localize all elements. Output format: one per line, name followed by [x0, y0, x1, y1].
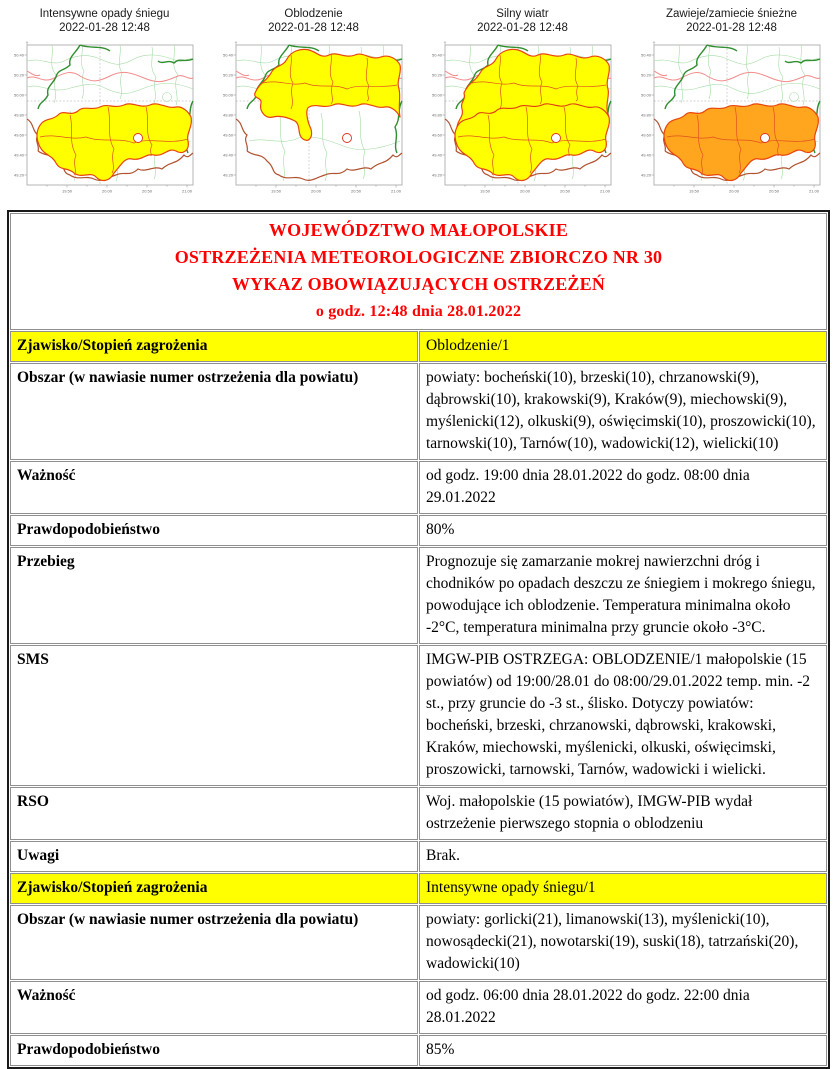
table-row	[10, 841, 827, 872]
row-value: Oblodzenie/1	[419, 331, 827, 362]
table-row	[10, 645, 827, 786]
x-axis-tick-label: 21.00	[808, 188, 820, 194]
x-axis-tick-label: 20.50	[768, 188, 780, 194]
map-timestamp: 2022-01-28 12:48	[477, 22, 568, 34]
y-axis-tick-label: 50.40	[222, 52, 233, 58]
row-value: od godz. 06:00 dnia 28.01.2022 do godz. 22:00 dnia 28.01.2022	[419, 981, 827, 1034]
row-label: Obszar (w nawiasie numer ostrzeżenia dla powiatu)	[10, 363, 418, 460]
region-map	[430, 40, 615, 202]
row-label: Ważność	[10, 981, 418, 1034]
region-map	[639, 40, 824, 202]
y-axis-tick-label: 50.00	[222, 92, 233, 98]
x-axis-tick-label: 19.50	[479, 188, 491, 194]
y-axis-tick-label: 49.40	[431, 152, 442, 158]
table-row	[10, 461, 827, 514]
x-axis-tick-label: 19.50	[270, 188, 282, 194]
list-title: WYKAZ OBOWIĄZUJĄCYCH OSTRZEŻEŃ	[231, 274, 606, 294]
table-row	[10, 547, 827, 644]
row-value: powiaty: gorlicki(21), limanowski(13), myślenicki(10), nowosądecki(21), nowotarski(19), suski(18), tatrzański(20), wadowicki(10)	[419, 905, 827, 980]
map-title-block	[268, 7, 359, 35]
map-title: Oblodzenie	[284, 8, 343, 20]
row-label: Uwagi	[10, 841, 418, 872]
map-title: Intensywne opady śniegu	[39, 8, 170, 20]
y-axis-tick-label: 49.20	[222, 172, 233, 178]
y-axis-tick-label: 49.20	[13, 172, 24, 178]
row-label: Obszar (w nawiasie numer ostrzeżenia dla powiatu)	[10, 905, 418, 980]
y-axis-tick-label: 50.00	[640, 92, 651, 98]
y-axis-tick-label: 50.40	[640, 52, 651, 58]
x-axis-tick-label: 21.00	[390, 188, 402, 194]
x-axis-tick-label: 20.00	[519, 188, 531, 194]
city-enclave-ring	[343, 134, 352, 143]
warning-map-figure	[0, 5, 209, 202]
x-axis-tick-label: 20.00	[101, 188, 113, 194]
x-axis-tick-label: 20.00	[310, 188, 322, 194]
table-row	[10, 787, 827, 840]
row-label: SMS	[10, 645, 418, 786]
warning-map-figure	[418, 5, 627, 202]
y-axis-tick-label: 50.20	[431, 72, 442, 78]
voivodeship-title: WOJEWÓDZTWO MAŁOPOLSKIE	[268, 220, 569, 240]
row-label: Zjawisko/Stopień zagrożenia	[10, 873, 418, 904]
map-timestamp: 2022-01-28 12:48	[59, 22, 150, 34]
map-timestamp: 2022-01-28 12:48	[268, 22, 359, 34]
table-row	[10, 905, 827, 980]
y-axis-tick-label: 49.80	[222, 112, 233, 118]
y-axis-tick-label: 49.80	[640, 112, 651, 118]
y-axis-tick-label: 49.20	[640, 172, 651, 178]
row-value: Woj. małopolskie (15 powiatów), IMGW-PIB wydał ostrzeżenie pierwszego stopnia o oblodzeniu	[419, 787, 827, 840]
table-row	[10, 331, 827, 362]
row-value: Prognozuje się zamarzanie mokrej nawierzchni dróg i chodników po opadach deszczu ze śniegiem i mokrego śniegu, powodujące ich oblodzenie. Temperatura minimalna około -2°C, temperatura minimalna przy gruncie około -3°C.	[419, 547, 827, 644]
table-row	[10, 981, 827, 1034]
x-axis-tick-label: 20.50	[350, 188, 362, 194]
map-title: Zawieje/zamiecie śnieżne	[665, 8, 798, 20]
y-axis-tick-label: 49.40	[640, 152, 651, 158]
y-axis-tick-label: 49.40	[222, 152, 233, 158]
x-axis-tick-label: 20.00	[728, 188, 740, 194]
x-axis-tick-label: 20.50	[559, 188, 571, 194]
x-axis-tick-label: 21.00	[599, 188, 611, 194]
region-map	[221, 40, 406, 202]
city-enclave-ring	[134, 134, 143, 143]
y-axis-tick-label: 49.80	[13, 112, 24, 118]
x-axis-tick-label: 20.50	[141, 188, 153, 194]
row-label: Prawdopodobieństwo	[10, 515, 418, 546]
y-axis-tick-label: 49.60	[13, 132, 24, 138]
y-axis-tick-label: 50.40	[431, 52, 442, 58]
bulletin-number-title: OSTRZEŻENIA METEOROLOGICZNE ZBIORCZO NR 30	[174, 247, 663, 267]
y-axis-tick-label: 50.00	[13, 92, 24, 98]
x-axis-tick-label: 19.50	[61, 188, 73, 194]
row-value: Brak.	[419, 841, 827, 872]
map-title-block	[40, 7, 170, 35]
row-label: Ważność	[10, 461, 418, 514]
row-value: powiaty: bocheński(10), brzeski(10), chrzanowski(9), dąbrowski(10), krakowski(9), Kraków(9), miechowski(9), myślenicki(12), olkuski(9), oświęcimski(10), proszowicki(10), tarnowski(10), Tarnów(10), wadowicki(12), wielicki(10)	[419, 363, 827, 460]
map-title-block	[477, 7, 568, 35]
x-axis-tick-label: 21.00	[181, 188, 193, 194]
x-axis-tick-label: 19.50	[688, 188, 700, 194]
region-map	[12, 40, 197, 202]
table-row	[10, 873, 827, 904]
map-title-block	[666, 7, 797, 35]
table-row	[10, 363, 827, 460]
y-axis-tick-label: 49.40	[13, 152, 24, 158]
map-title: Silny wiatr	[496, 8, 549, 20]
y-axis-tick-label: 50.00	[431, 92, 442, 98]
warning-maps-row	[0, 0, 837, 202]
row-value: od godz. 19:00 dnia 28.01.2022 do godz. 08:00 dnia 29.01.2022	[419, 461, 827, 514]
city-enclave-ring	[552, 134, 561, 143]
row-label: Przebieg	[10, 547, 418, 644]
y-axis-tick-label: 49.60	[222, 132, 233, 138]
y-axis-tick-label: 49.80	[431, 112, 442, 118]
table-title-row	[10, 213, 827, 330]
warning-map-figure	[209, 5, 418, 202]
map-timestamp: 2022-01-28 12:48	[686, 22, 777, 34]
warning-table	[7, 210, 830, 1069]
issue-time-title: o godz. 12:48 dnia 28.01.2022	[315, 303, 522, 320]
table-title-cell	[10, 213, 827, 330]
y-axis-tick-label: 49.20	[431, 172, 442, 178]
table-row	[10, 515, 827, 546]
table-row	[10, 1035, 827, 1066]
y-axis-tick-label: 49.60	[431, 132, 442, 138]
row-value: 80%	[419, 515, 827, 546]
y-axis-tick-label: 50.40	[13, 52, 24, 58]
row-value: 85%	[419, 1035, 827, 1066]
row-label: Prawdopodobieństwo	[10, 1035, 418, 1066]
y-axis-tick-label: 50.20	[222, 72, 233, 78]
row-label: RSO	[10, 787, 418, 840]
city-enclave-ring	[761, 134, 770, 143]
y-axis-tick-label: 49.60	[640, 132, 651, 138]
row-label: Zjawisko/Stopień zagrożenia	[10, 331, 418, 362]
y-axis-tick-label: 50.20	[640, 72, 651, 78]
warning-map-figure	[627, 5, 836, 202]
row-value: Intensywne opady śniegu/1	[419, 873, 827, 904]
warning-table-body	[10, 213, 827, 1066]
y-axis-tick-label: 50.20	[13, 72, 24, 78]
row-value: IMGW-PIB OSTRZEGA: OBLODZENIE/1 małopolskie (15 powiatów) od 19:00/28.01 do 08:00/29.01.2022 temp. min. -2 st., przy gruncie do -3 st., ślisko. Dotyczy powiatów: bocheński, brzeski, chrzanowski, dąbrowski, krakowski, Kraków, miechowski, myślenicki, olkuski, oświęcimski, proszowicki, tarnowski, Tarnów, wadowicki i wielicki.	[419, 645, 827, 786]
